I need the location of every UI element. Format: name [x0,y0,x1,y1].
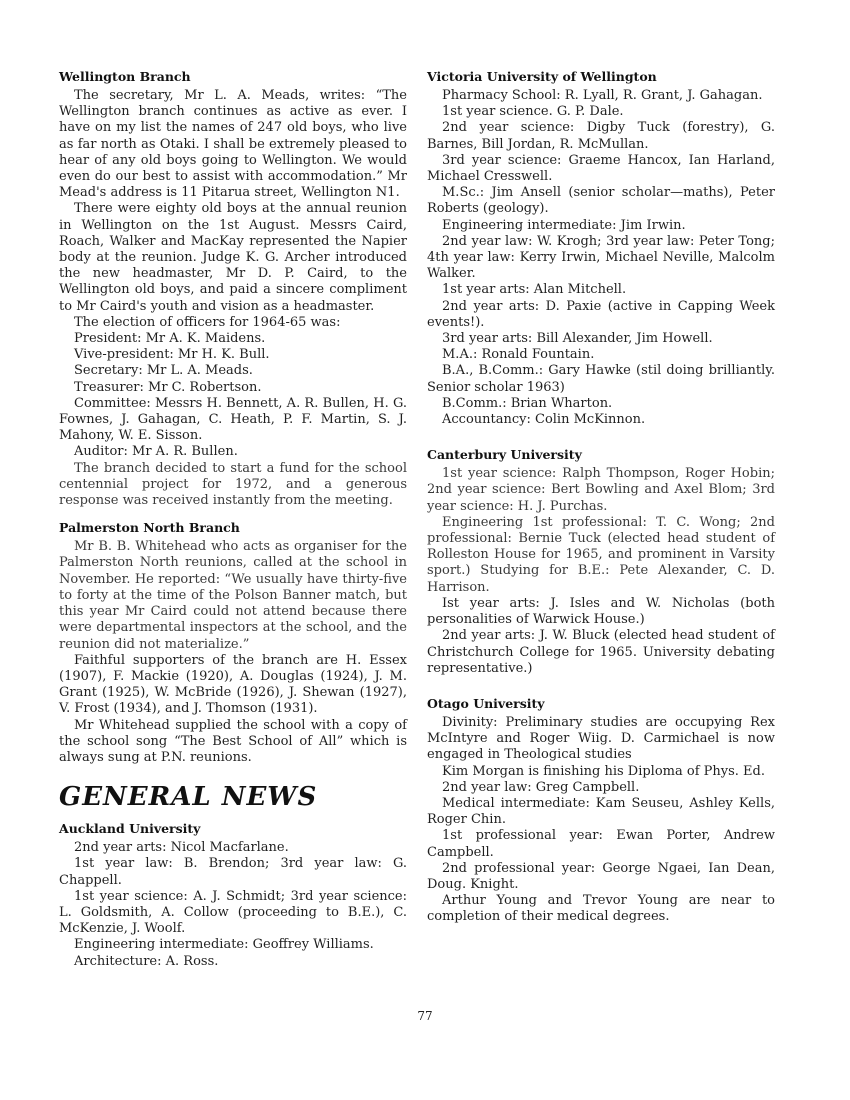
officer-line: Treasurer: Mr C. Robertson. [74,379,262,395]
paragraph: Mr B. B. Whitehead who acts as organiser for the Palmerston North reunions, called at the school in November. He reported: “We usually have thirty-five to forty at the time of the Polson Banner match, but this year Mr Caird could not attend because there were departmental inspectors at the school, and the reunion did not materialize.” [59,539,407,652]
paragraph: Accountancy: Colin McKinnon. [442,412,646,428]
paragraph: 2nd year arts: Nicol Macfarlane. [74,840,289,856]
left-column [59,68,407,980]
paragraph: M.Sc.: Jim Ansell (senior scholar—maths), Peter Roberts (geology). [427,185,775,217]
paragraph: Medical intermediate: Kam Seuseu, Ashley Kells, Roger Chin. [427,795,775,828]
palmerston-north-section [59,519,407,766]
paragraph: 1st year science. G. P. Dale. [442,104,624,120]
paragraph: 2nd year law: W. Krogh; 3rd year law: Peter Tong; 4th year law: Kerry Irwin, Michael Neville, Malcolm Walker. [427,233,775,282]
officer-line: Vive-president: Mr H. K. Bull. [74,347,270,363]
paragraph: Engineering intermediate: Jim Irwin. [442,217,686,233]
page-number: 77 [417,1009,433,1023]
paragraph: Kim Morgan is finishing his Diploma of Phys. Ed. [442,763,765,779]
section-heading: Auckland University [59,821,201,837]
paragraph: B.Comm.: Brian Wharton. [442,395,613,411]
paragraph: Faithful supporters of the branch are H. Essex (1907), F. Mackie (1920), A. Douglas (1924), J. M. Grant (1925), W. McBride (1926), J. Shewan (1927), V. Frost (1934), and J. Thomson (1931). [59,652,407,717]
paragraph: 1st year science: A. J. Schmidt; 3rd year science: L. Goldsmith, A. Collow (proceeding to B.E.), C. McKenzie, J. Woolf. [59,888,407,937]
canterbury-university-section [427,446,775,677]
paragraph: 1st professional year: Ewan Porter, Andrew Campbell. [427,828,775,860]
paragraph: 2nd professional year: George Ngaei, Ian Dean, Doug. Knight. [427,860,775,892]
paragraph: The branch decided to start a fund for the school centennial project for 1972, and a generous response was received instantly from the meeting. [59,460,407,509]
section-heading: Otago University [427,695,545,711]
paragraph: Engineering intermediate: Geoffrey Williams. [74,937,374,953]
paragraph: There were eighty old boys at the annual reunion in Wellington on the 1st August. Messrs Caird, Roach, Walker and MacKay represented the Napier body at the reunion. Judge K. G. Archer introduced the new headmaster, Mr D. P. Caird, to the Wellington old boys, and paid a sincere compliment to Mr Caird's youth and vision as a headmaster. [59,201,407,314]
officers-intro: The election of officers for 1964-65 was: [74,314,341,330]
paragraph: B.A., B.Comm.: Gary Hawke (stil doing brilliantly. Senior scholar 1963) [427,363,775,395]
section-heading: Canterbury University [427,447,582,463]
auckland-university-section [59,820,407,970]
paragraph: 1st year science: Ralph Thompson, Roger Hobin; 2nd year science: Bert Bowling and Axel Blom; 3rd year science: H. J. Purchas. [427,466,775,514]
wellington-branch-section [59,68,407,509]
paragraph: Architecture: A. Ross. [74,953,219,969]
officer-line: President: Mr A. K. Maidens. [74,331,266,347]
section-heading: Wellington Branch [59,69,191,84]
paragraph: Arthur Young and Trevor Young are near to completion of their medical degrees. [427,893,775,925]
auditor-line: Auditor: Mr A. R. Bullen. [74,444,238,460]
paragraph: 3rd year arts: Bill Alexander, Jim Howell. [442,331,713,347]
paragraph: The secretary, Mr L. A. Meads, writes: “The Wellington branch continues as active as ever. I have on my list the names of 247 old boys, who live as far north as Otaki. I shall be extremely pleased to hear of any old boys going to Wellington. We would even do our best to assist with accommodation.” Mr Mead's address is 11 Pitarua street, Wellington N1. [59,88,407,201]
paragraph: Pharmacy School: R. Lyall, R. Grant, J. Gahagan. [442,88,763,103]
paragraph: 1st year law: B. Brendon; 3rd year law: G. Chappell. [59,856,407,888]
paragraph: 2nd year arts: J. W. Bluck (elected head student of Christchurch College for 1965. University debating representative.) [427,628,775,676]
victoria-university-section [427,68,775,428]
paragraph: Divinity: Preliminary studies are occupying Rex McIntyre and Roger Wiig. D. Carmichael is now engaged in Theological studies [427,714,775,763]
section-heading: Palmerston North Branch [59,520,240,536]
officer-line: Secretary: Mr L. A. Meads. [74,363,253,379]
paragraph: 2nd year science: Digby Tuck (forestry), G. Barnes, Bill Jordan, R. McMullan. [427,120,775,152]
paragraph: 2nd year arts: D. Paxie (active in Capping Week events!). [427,298,775,330]
paragraph: 3rd year science: Graeme Hancox, Ian Harland, Michael Cresswell. [427,152,775,185]
right-column [427,68,775,936]
general-news-title: GENERAL NEWS [59,782,318,813]
paragraph: Mr Whitehead supplied the school with a copy of the school song “The Best School of All” which is always sung at P.N. reunions. [59,717,407,765]
paragraph: 1st year arts: Alan Mitchell. [442,282,627,298]
paragraph: M.A.: Ronald Fountain. [442,347,595,363]
section-heading: Victoria University of Wellington [427,69,657,84]
paragraph: Engineering 1st professional: T. C. Wong; 2nd professional: Bernie Tuck (elected head student of Rolleston House for 1965, and prominent in Varsity sport.) Studying for B.E.: Pete Alexander, C. D. Harrison. [427,514,775,595]
paragraph: 2nd year law: Greg Campbell. [442,779,640,795]
paragraph: Ist year arts: J. Isles and W. Nicholas (both personalities of Warwick House.) [427,595,775,628]
otago-university-section [427,695,775,926]
committee-line: Committee: Messrs H. Bennett, A. R. Bullen, H. G. Fownes, J. Gahagan, C. Heath, P. F. Martin, S. J. Mahony, W. E. Sisson. [59,395,407,444]
